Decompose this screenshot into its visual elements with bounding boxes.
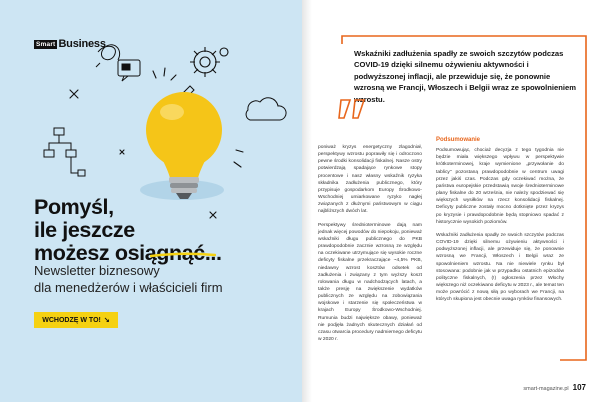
cta-button[interactable] [34, 312, 118, 328]
lightbulb-icon [140, 92, 224, 200]
subline-line-1: Newsletter biznesowy [34, 263, 160, 278]
page-number: 107 [572, 383, 586, 392]
headline-line-3: możesz osiągnąć... [34, 241, 222, 265]
smartbusiness-logo [34, 38, 106, 50]
logo-business-part: Business [58, 38, 106, 50]
paragraph: Perspektywy średnioterminowe dają nam jednak więcej powodów do niepokoju, ponieważ wskaźniki długu publicznego do PKB prawdopodobnie zacznie wzrosną ze względu na oczekiwane utrzymujące się wysokie roczne deficyty fiskalne przekraczające ~4,5% PKB, niedawny wzrost kosztów odsetek od zadłużenia i związany z tym wyższy koszt rolowania długu w nadchodzących latach, a także presję na zwiększenie wydatków publicznych ze względu na zobowiązania wojskowe i starzenie się społeczeństwa w krajach Europy Środkowo-Wschodniej. Rumunia budzi największe obawy, ponieważ nie podjęła żadnych skutecznych działań od czasu otwarcia procedury nadmiernego deficytu w 2020 r. [318, 222, 422, 343]
paragraph: Podsumowując, chociaż decyzja z tego tygodnia nie będzie miała większego wpływu w perspektywie krótkoterminowej, kraje wymienione „przywołanie do tablicy" pozostaną prawdopodobnie w centrum uwagi przez jakiś czas. Podczas gdy oczekiwać można, że państwa europejskie przedstawią swoje średnioterminowe plany fiskalne do 20 września, nie należy spodziewać się większych wysiłków na rzecz konsolidacji fiskalnej. Deficyty publiczne zostały mocno dotknięte przez kryzys po kryzysie i prawdopodobnie będą stopniowo spadać z historycznie wysokich poziomów. [436, 148, 564, 225]
pull-quote: Wskaźniki zadłużenia spadły ze swoich szczytów podczas COVID-19 dzięki silnemu ożywieniu aktywności i podwyższonej inflacji, ale przewiduje się, że ponownie wzrosną we Francji, Włoszech i Belgii wraz ze spowolnieniem wzrostu. [354, 49, 576, 104]
section-heading: Podsumowanie [436, 137, 481, 143]
cta-label: WCHODZĘ W TO! [42, 316, 101, 324]
subline-line-2: dla menedżerów i właścicieli firm [34, 280, 223, 295]
arrow-down-right-icon: ↘ [103, 317, 110, 324]
cloud-icon [246, 98, 286, 120]
article-page [302, 0, 600, 402]
logo-smart-part: Smart [36, 40, 56, 48]
headline-line-1: Pomyśl, [34, 195, 114, 219]
paragraph: poniważ kryzys energetyczny zlagodniał, perspektywy wzrostu poprawiły się i odroczono pewne środki konsolidacji fiskalnej. Nasze ostry potwierdzają spadające rynkowe stopy procentowe i nasz własny wskaźnik ryzyka składnika zadłużenia publicznego, który przypisuje gospodarkom Europy Środkowo-Wschodniej umiarkowane ryzyko nagłej związanych z dłużnymi państwowym w ciągu najbliższych dwóch lat. [318, 145, 422, 215]
gear-icon [190, 47, 228, 77]
spine-shadow [302, 0, 312, 402]
ad-subline [34, 262, 223, 296]
footer-website: smart-magazine.pl [523, 386, 569, 392]
article-column-right [436, 137, 564, 309]
quote-marks-icon [338, 98, 368, 120]
headline-line-2: ile jeszcze [34, 218, 135, 242]
paragraph: Wskaźniki zadłużenia spadły ze swoich szczytów podczas COVID-19 dzięki silnemu ożywieniu aktywności i podwyższonej inflacji, ale przewiduje się, że ponownie wzrosną we Francji, Włoszech i Belgii wraz ze spowolnieniem wzrostu. Na nie niewiele rynku był stosowana: podobnie jak w przypadku ostatnich epizodów polityczne fiskalnych, (!) ogłoszenia przez Włochy większego niż oczekiwano deficytu w 2023 r., ale temat ten może powrócić z nową siłą po wyborach we Francji, na których skupiona jest obecnie uwaga rynków finansowych. [436, 232, 564, 303]
flowchart-icon [44, 128, 85, 176]
headline-underline [150, 252, 216, 258]
page-footer [523, 383, 586, 392]
article-column-left [318, 144, 422, 349]
chat-bubble-icon [118, 60, 140, 81]
